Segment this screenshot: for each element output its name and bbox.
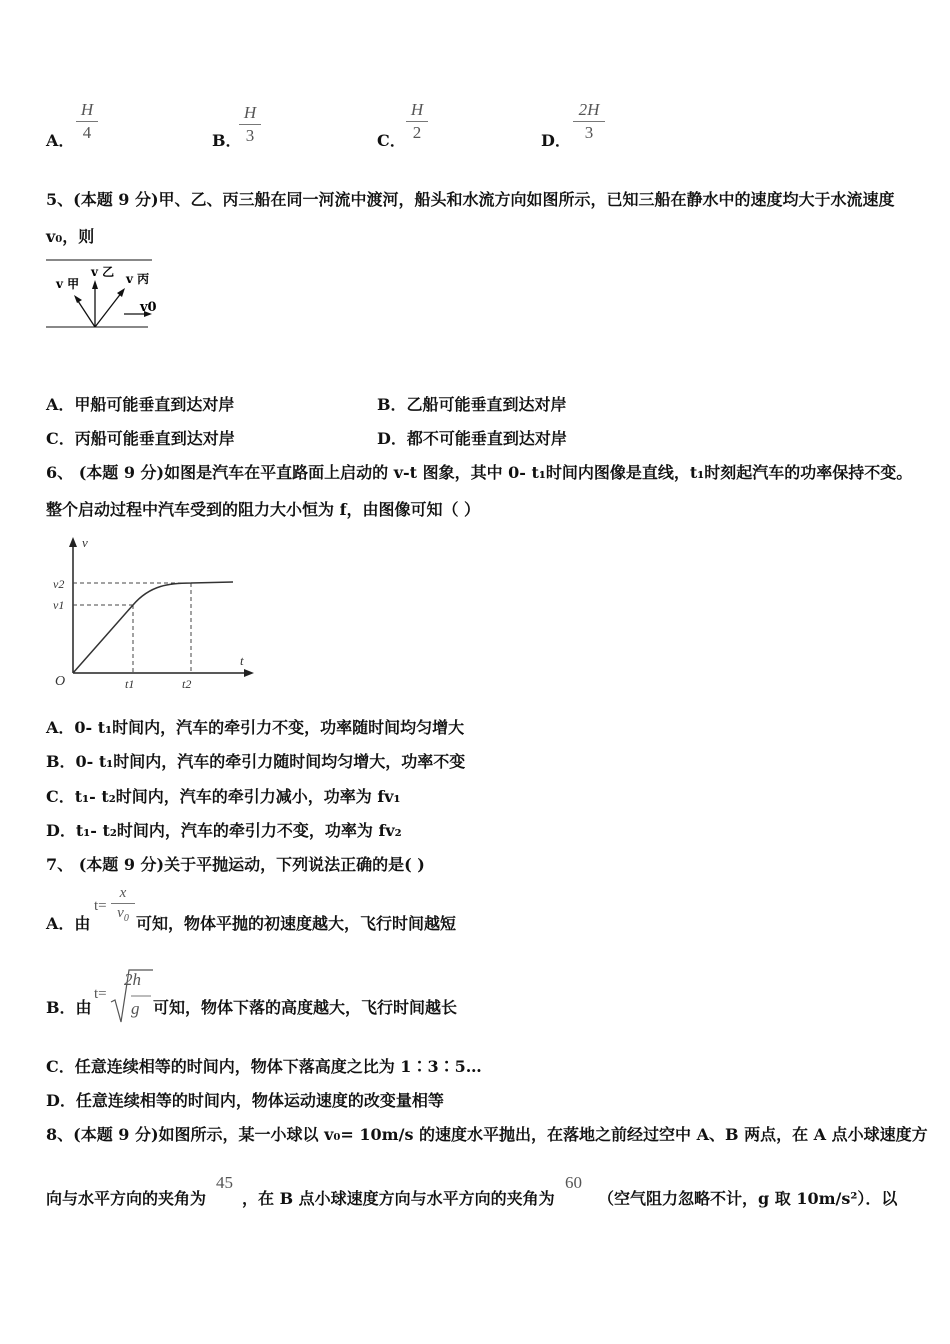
- q8-angle-45: 45: [216, 1173, 233, 1192]
- q5-text-line2: v₀，则: [46, 227, 95, 246]
- q5-option-d: D．都不可能垂直到达对岸: [377, 429, 567, 448]
- q4-option-a-den: 4: [82, 123, 92, 142]
- q7-b-formula-t: t=: [94, 986, 107, 1002]
- q7-a-formula-t: t=: [94, 898, 107, 914]
- q7-option-c: C．任意连续相等的时间内，物体下落高度之比为 1∶3∶5…: [46, 1057, 482, 1076]
- arrow-jia: [76, 298, 95, 327]
- q8-text-line2-a: 向与水平方向的夹角为: [46, 1189, 207, 1208]
- q7-title: 7、 (本题 9 分)关于平抛运动，下列说法正确的是( ): [46, 855, 425, 874]
- label-v2: v2: [53, 577, 65, 591]
- label-v1: v1: [53, 598, 65, 612]
- q6-option-b: B．0- t₁时间内，汽车的牵引力随时间均匀增大，功率不变: [46, 752, 466, 771]
- q7-a-den-sub: 0: [123, 913, 129, 924]
- q7-b-den: g: [131, 999, 140, 1018]
- q6-text-line1: 6、 (本题 9 分)如图是汽车在平直路面上启动的 v-t 图象，其中 0- t₁时间内图像是直线，t₁时刻起汽车的功率保持不变。: [46, 463, 913, 482]
- q8-angle-60: 60: [565, 1173, 582, 1192]
- label-t2: t2: [182, 677, 192, 691]
- q4-option-b-letter: B．: [212, 131, 242, 150]
- q4-option-d-num: 2H: [578, 100, 600, 119]
- q7-option-a-suffix: 可知，物体平抛的初速度越大，飞行时间越短: [136, 914, 457, 933]
- q5-option-a: A．甲船可能垂直到达对岸: [46, 395, 235, 414]
- q5-option-c: C．丙船可能垂直到达对岸: [46, 429, 235, 448]
- label-t1: t1: [125, 677, 135, 691]
- q6-text-line2: 整个启动过程中汽车受到的阻力大小恒为 f，由图像可知（ ）: [46, 500, 481, 519]
- q7-a-num: x: [119, 885, 127, 901]
- q4-option-b-num: H: [243, 103, 257, 122]
- q8-text-line2-c: （空气阻力忽略不计，g 取 10m/s²）．以: [598, 1189, 898, 1208]
- label-v-yi: v 乙: [91, 265, 115, 279]
- q4-option-a-letter: A．: [46, 131, 75, 150]
- q5-river-figure: [44, 256, 164, 332]
- q5-option-b: B．乙船可能垂直到达对岸: [377, 395, 567, 414]
- q7-a-fraction: [111, 885, 135, 924]
- q6-option-a: A．0- t₁时间内，汽车的牵引力不变，功率随时间均匀增大: [46, 718, 465, 737]
- q4-option-d-letter: D．: [541, 131, 571, 150]
- q4-option-a-fraction: [76, 100, 98, 143]
- label-v-axis: v: [82, 535, 88, 550]
- q4-option-c-letter: C．: [377, 131, 406, 150]
- q4-option-c-num: H: [410, 100, 424, 119]
- q6-option-c: C．t₁- t₂时间内，汽车的牵引力减小，功率为 fv₁: [46, 787, 401, 806]
- q7-option-b-prefix: B．由: [46, 998, 92, 1017]
- label-t-axis: t: [240, 653, 244, 668]
- q4-option-b-den: 3: [245, 126, 255, 145]
- label-v-jia: v 甲: [56, 277, 80, 291]
- q6-option-d: D．t₁- t₂时间内，汽车的牵引力不变，功率为 fv₂: [46, 821, 402, 840]
- q5-text-line1: 5、(本题 9 分)甲、乙、丙三船在同一河流中渡河，船头和水流方向如图所示，已知三船在静水中的速度均大于水流速度: [46, 190, 895, 209]
- label-origin: O: [55, 674, 66, 689]
- q7-a-den: v: [117, 905, 124, 921]
- q7-option-b-suffix: 可知，物体下落的高度越大，飞行时间越长: [153, 998, 458, 1017]
- q7-b-num: 2h: [124, 970, 141, 989]
- label-v-bing: v 丙: [126, 272, 150, 286]
- q4-option-d-den: 3: [584, 123, 594, 142]
- q4-option-d-fraction: [573, 100, 605, 143]
- q8-text-line2-b: ，在 B 点小球速度方向与水平方向的夹角为: [242, 1189, 555, 1208]
- q7-option-d: D．任意连续相等的时间内，物体运动速度的改变量相等: [46, 1091, 444, 1110]
- q4-option-c-den: 2: [412, 123, 422, 142]
- arrow-bing: [95, 292, 122, 327]
- q4-option-b-fraction: [239, 103, 261, 146]
- q8-text-line1: 8、(本题 9 分)如图所示，某一小球以 v₀= 10m/s 的速度水平抛出，在落地之前经过空中 A、B 两点，在 A 点小球速度方: [46, 1125, 928, 1144]
- q7-option-a-prefix: A．由: [46, 914, 91, 933]
- vt-curve: [73, 582, 233, 673]
- q4-option-a-num: H: [80, 100, 94, 119]
- q4-option-c-fraction: [406, 100, 428, 143]
- label-v0: v0: [140, 300, 157, 315]
- q6-vt-graph: [50, 533, 265, 693]
